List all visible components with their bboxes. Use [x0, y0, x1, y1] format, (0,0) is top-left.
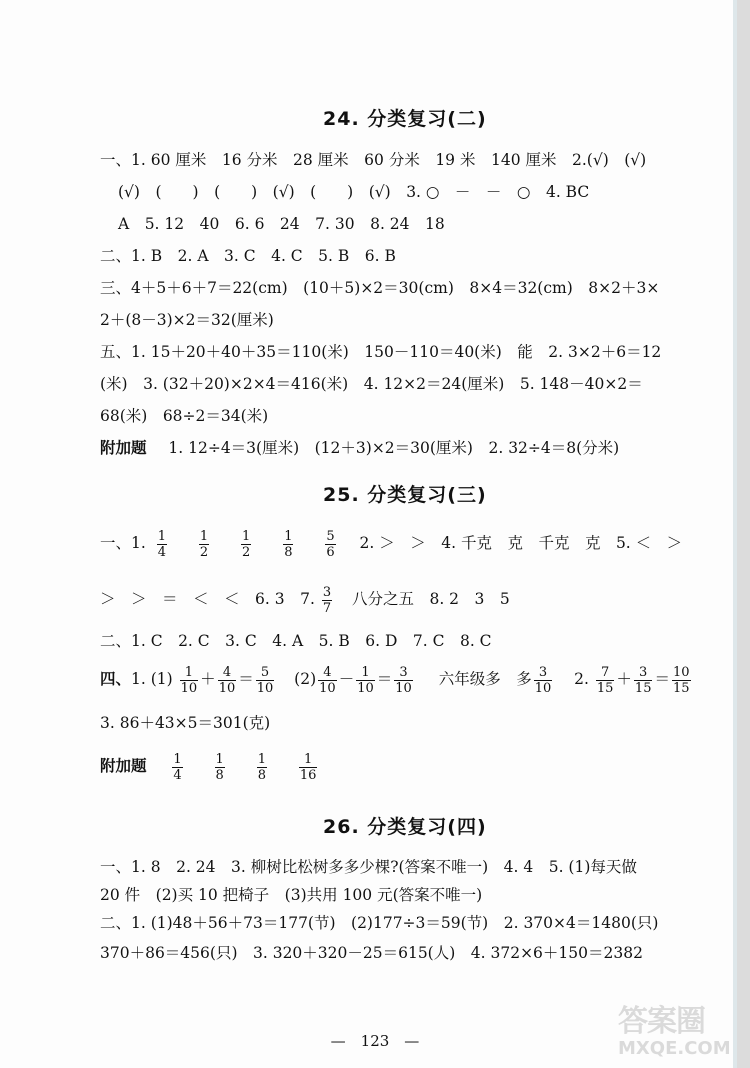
fraction: [172, 752, 182, 783]
section-title-25: 25. 分类复习(三): [323, 484, 487, 506]
numerator: 1: [173, 751, 182, 767]
s25-row-3: 二、1. C 2. C 3. C 4. A 5. B 6. D 7. C 8. C: [100, 632, 492, 650]
numerator: 3: [394, 665, 413, 681]
fraction: [199, 529, 209, 560]
fraction: [157, 529, 167, 560]
fraction: [257, 752, 267, 783]
s25-row-4: [100, 662, 693, 696]
s25-r4-c: 六年级多 多: [438, 670, 532, 688]
denominator: 6: [326, 544, 335, 560]
numerator: 1: [257, 751, 266, 767]
numerator: 1: [199, 528, 209, 544]
fraction: [299, 752, 318, 783]
numerator: 3: [322, 584, 332, 600]
s24-line-8: (米) 3. (32＋20)×2×4＝416(米) 4. 12×2＝24(厘米) 5. 148－40×2＝: [100, 375, 643, 393]
s25-r4-a: 1. (1): [131, 670, 173, 688]
fraction: [356, 665, 375, 696]
fraction: [325, 529, 335, 560]
s26-line-4: 370＋86＝456(只) 3. 320＋320－25＝615(人) 4. 372×6＋150＝2382: [100, 944, 643, 962]
denominator: 10: [180, 680, 198, 696]
s25-row-2: [100, 582, 510, 616]
page-edge: [737, 0, 750, 1068]
numerator: 10: [672, 664, 690, 680]
bonus-label: 附加题: [100, 439, 147, 457]
s25-r1-prefix: 一、1.: [100, 534, 146, 552]
denominator: 10: [319, 680, 336, 696]
fraction: [215, 752, 225, 783]
s25-r4-b: (2): [294, 670, 317, 688]
denominator: 15: [672, 680, 690, 696]
numerator: 4: [218, 665, 237, 681]
s24-line-1: 一、1. 60 厘米 16 分米 28 厘米 60 分米 19 米 140 厘米 2.(√) (√): [100, 151, 647, 169]
s24-line-3: A 5. 12 40 6. 6 24 7. 30 8. 24 18: [118, 215, 445, 233]
equals-sign: ＝: [654, 670, 670, 688]
denominator: 2: [199, 544, 209, 560]
denominator: 4: [173, 767, 182, 783]
fraction: [180, 665, 199, 696]
denominator: 8: [284, 544, 293, 560]
plus-sign: ＋: [616, 670, 632, 688]
page-number: — 123 —: [330, 1032, 420, 1050]
s24-line-7: 五、1. 15＋20＋40＋35＝110(米) 150－110＝40(米) 能 2. 3×2＋6＝12: [100, 343, 662, 361]
numerator: 1: [299, 752, 318, 768]
equals-sign: ＝: [376, 670, 393, 688]
fraction: [283, 529, 293, 560]
fraction: [534, 665, 553, 696]
denominator: 15: [634, 680, 652, 696]
numerator: 7: [596, 665, 615, 681]
numerator: 5: [256, 665, 275, 681]
bonus-label: 附加题: [100, 757, 147, 775]
s25-r4-label: 四、: [100, 670, 132, 688]
section-title-26: 26. 分类复习(四): [323, 816, 487, 838]
numerator: 5: [326, 528, 335, 544]
denominator: 7: [322, 600, 332, 616]
section-title-24: 24. 分类复习(二): [323, 108, 487, 130]
s26-line-2: 20 件 (2)买 10 把椅子 (3)共用 100 元(答案不唯一): [100, 886, 483, 904]
numerator: 1: [242, 528, 251, 544]
s24-bonus-line: [100, 437, 619, 459]
s25-r2-b: 八分之五 8. 2 3 5: [351, 590, 510, 608]
fraction: [241, 529, 251, 560]
s24-line-4: 二、1. B 2. A 3. C 4. C 5. B 6. B: [100, 247, 396, 265]
denominator: 10: [256, 680, 274, 696]
denominator: 10: [218, 680, 236, 696]
equals-sign: ＝: [238, 670, 254, 688]
plus-sign: ＋: [200, 670, 216, 688]
s24-line-2: (√) ( ) ( ) (√) ( ) (√) 3. ○ － － ○ 4. BC: [118, 183, 590, 201]
denominator: 15: [596, 680, 614, 696]
fraction: [218, 665, 237, 696]
fraction: [322, 585, 332, 616]
denominator: 4: [157, 544, 167, 560]
denominator: 16: [299, 767, 317, 783]
s24-bonus-text: 1. 12÷4＝3(厘米) (12＋3)×2＝30(厘米) 2. 32÷4＝8(分米): [168, 439, 620, 457]
numerator: 1: [215, 751, 224, 767]
s26-line-3: 二、1. (1)48＋56＋73＝177(节) (2)177÷3＝59(节) 2. 370×4＝1480(只): [100, 914, 659, 932]
s25-row-6: [100, 748, 319, 784]
s24-line-5: 三、4＋5＋6＋7＝22(cm) (10＋5)×2＝30(cm) 8×4＝32(cm) 8×2＋3×: [100, 279, 660, 297]
s25-r2-a: ＞ ＞ ＝ ＜ ＜ 6. 3 7.: [100, 590, 315, 608]
fraction: [256, 665, 275, 696]
fraction: [394, 665, 413, 696]
numerator: 4: [318, 665, 337, 681]
denominator: 10: [534, 680, 552, 696]
s25-row-1: [100, 526, 682, 560]
denominator: 8: [215, 767, 224, 783]
s25-r1-tail: 2. ＞ ＞ 4. 千克 克 千克 克 5. ＜ ＞: [359, 534, 683, 552]
watermark-url: MXQE.COM: [618, 1038, 731, 1059]
watermark-text: 答案圈: [618, 1004, 705, 1039]
s24-line-6: 2＋(8－3)×2＝32(厘米): [100, 311, 274, 329]
fraction: [318, 665, 337, 696]
numerator: 3: [534, 665, 553, 681]
s25-r4-d: 2.: [574, 670, 589, 688]
watermark-logo: [618, 1005, 736, 1063]
s24-line-9: 68(米) 68÷2＝34(米): [100, 407, 269, 425]
numerator: 1: [356, 665, 375, 681]
denominator: 10: [395, 680, 412, 696]
denominator: 2: [242, 544, 251, 560]
s25-row-5: 3. 86＋43×5＝301(克): [100, 714, 271, 732]
numerator: 1: [157, 528, 167, 544]
fraction: [634, 665, 653, 696]
s26-line-1: 一、1. 8 2. 24 3. 柳树比松树多多少棵?(答案不唯一) 4. 4 5. (1)每天做: [100, 858, 637, 876]
fraction: [596, 665, 615, 696]
numerator: 1: [284, 528, 293, 544]
fraction: [672, 665, 691, 696]
minus-sign: －: [338, 670, 355, 688]
denominator: 8: [257, 767, 266, 783]
denominator: 10: [357, 680, 374, 696]
numerator: 3: [634, 665, 653, 681]
numerator: 1: [180, 665, 199, 681]
